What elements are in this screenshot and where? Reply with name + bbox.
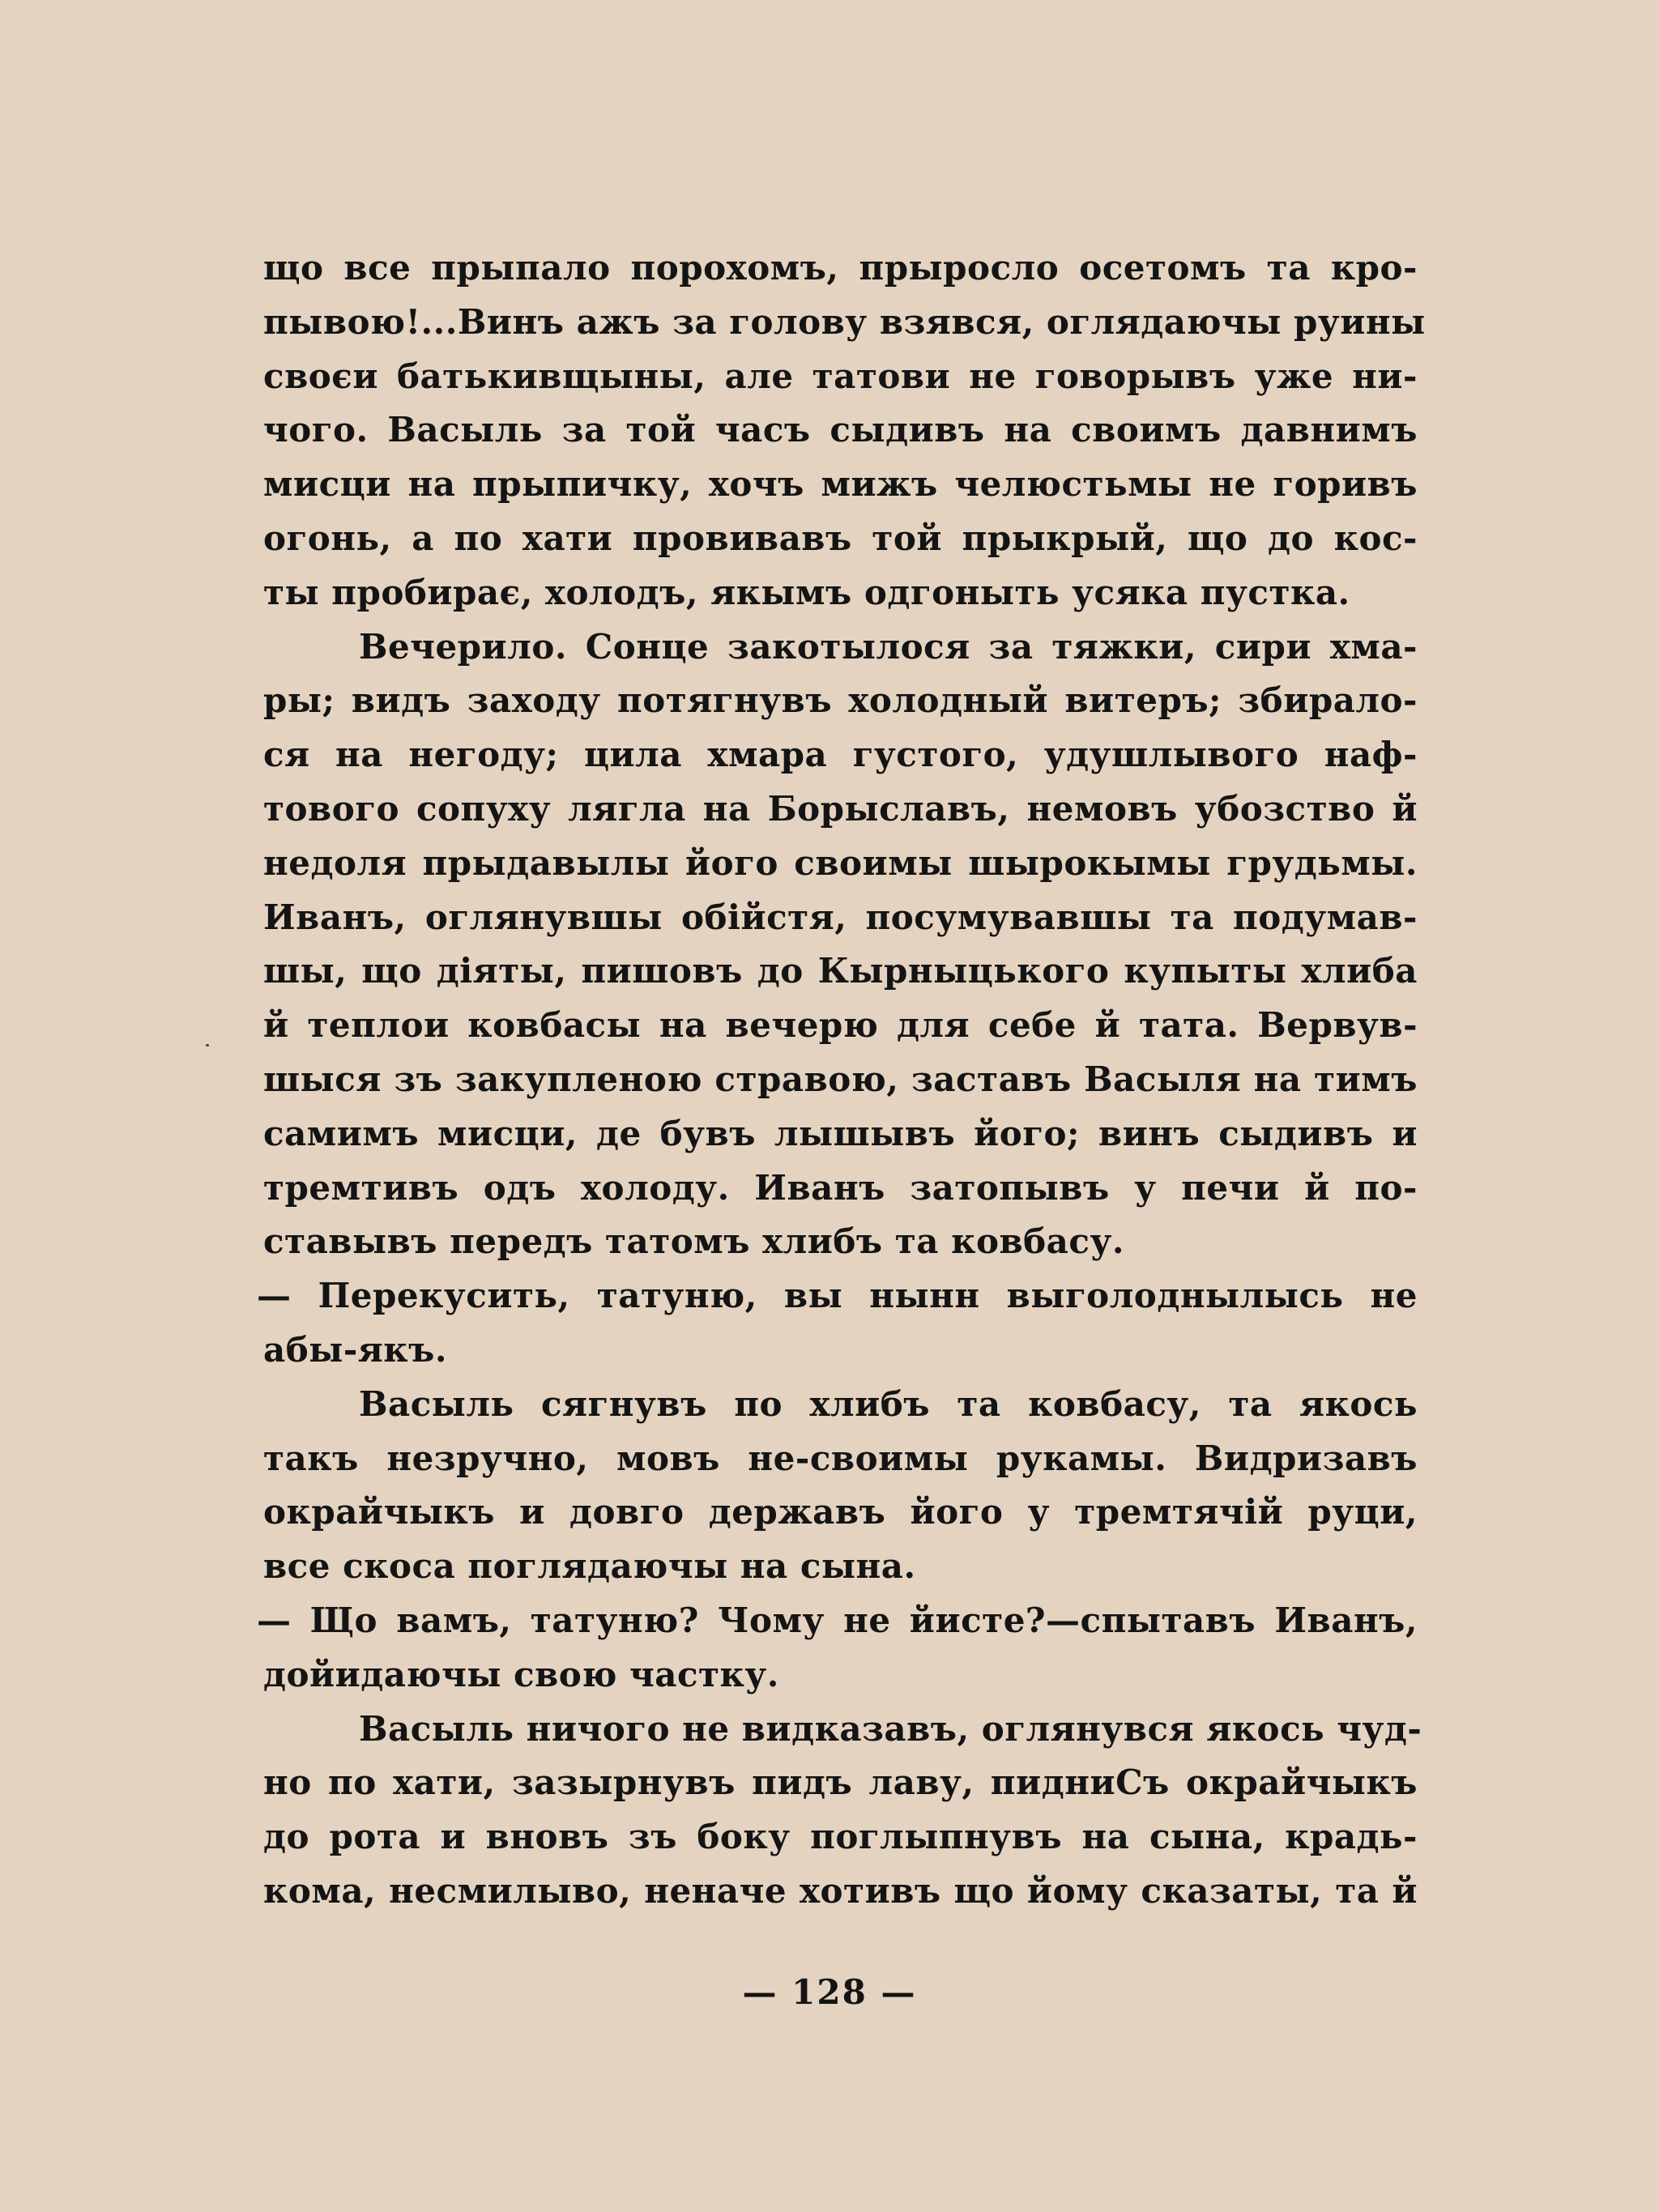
text-line: шы, що діяты, пишовъ до Кырныцького купыты хлиба	[263, 951, 1418, 991]
text-line: абы-якъ.	[263, 1329, 447, 1370]
text-line: Вечерило. Сонце закотылося за тяжки, сири хма-	[359, 626, 1418, 667]
page-number: — 128 —	[742, 1972, 917, 2012]
text-line: кома, несмилыво, неначе хотивъ що йому сказаты, та й	[263, 1870, 1418, 1911]
text-line: до рота и вновъ зъ боку поглыпнувъ на сына, крадь-	[263, 1817, 1418, 1857]
text-line: — Перекусить, татуню, вы нынн выголоднылысь не	[257, 1276, 1418, 1316]
text-line: Иванъ, оглянувшы обійстя, посумувавшы та подумав-	[263, 897, 1418, 937]
text-line: й теплои ковбасы на вечерю для себе й тата. Вервув-	[263, 1005, 1418, 1046]
text-line: Васыль ничого не видказавъ, оглянувся якось чуд-	[359, 1708, 1422, 1749]
text-line: огонь, а по хати провивавъ той прыкрый, що до кос-	[263, 518, 1418, 558]
text-line: тремтивъ одъ холоду. Иванъ затопывъ у печи й по-	[263, 1167, 1418, 1208]
text-line: тового сопуху лягла на Борыславъ, немовъ убозство й	[263, 788, 1418, 829]
text-line: своєи батькивщыны, але татови не говорывъ уже ни-	[263, 356, 1418, 396]
text-line: ты пробирає, холодъ, якымъ одгоныть усяка пустка.	[263, 572, 1350, 612]
text-line: пывою!...Винъ ажъ за голову взявся, оглядаючы руины	[263, 301, 1426, 342]
print-speck	[206, 1044, 209, 1046]
body-text	[257, 241, 1426, 1919]
text-line: все скоса поглядаючы на сына.	[263, 1546, 916, 1587]
text-line: мисци на прыпичку, хочъ мижъ челюстьмы не горивъ	[263, 464, 1418, 505]
text-line: дойидаючы свою частку.	[263, 1654, 779, 1694]
text-line: недоля прыдавылы його своимы шырокымы грудьмы.	[263, 842, 1418, 883]
text-line: Васыль сягнувъ по хлибъ та ковбасу, та якось	[359, 1383, 1418, 1424]
text-line: ся на негоду; цила хмара густого, удушлывого наф-	[263, 735, 1418, 775]
text-line: самимъ мисци, де бувъ лышывъ його; винъ сыдивъ и	[263, 1113, 1418, 1153]
text-line: — Що вамъ, татуню? Чому не йисте?—спытавъ Иванъ,	[257, 1600, 1418, 1640]
text-line: чого. Васыль за той часъ сыдивъ на своимъ давнимъ	[263, 410, 1418, 450]
text-line: шыся зъ закупленою стравою, заставъ Васыля на тимъ	[263, 1059, 1418, 1099]
text-line: що все прыпало порохомъ, прыросло осетомъ та кро-	[263, 248, 1418, 288]
text-line: окрайчыкъ и довго державъ його у тремтячій руци,	[263, 1492, 1418, 1532]
text-line: такъ незручно, мовъ не-своимы рукамы. Видризавъ	[263, 1438, 1418, 1478]
text-line: ры; видъ заходу потягнувъ холодный витеръ; збирало-	[263, 680, 1418, 721]
text-line: но по хати, зазырнувъ пидъ лаву, пидниСъ окрайчыкъ	[263, 1762, 1418, 1803]
text-line: ставывъ передъ татомъ хлибъ та ковбасу.	[263, 1221, 1124, 1262]
